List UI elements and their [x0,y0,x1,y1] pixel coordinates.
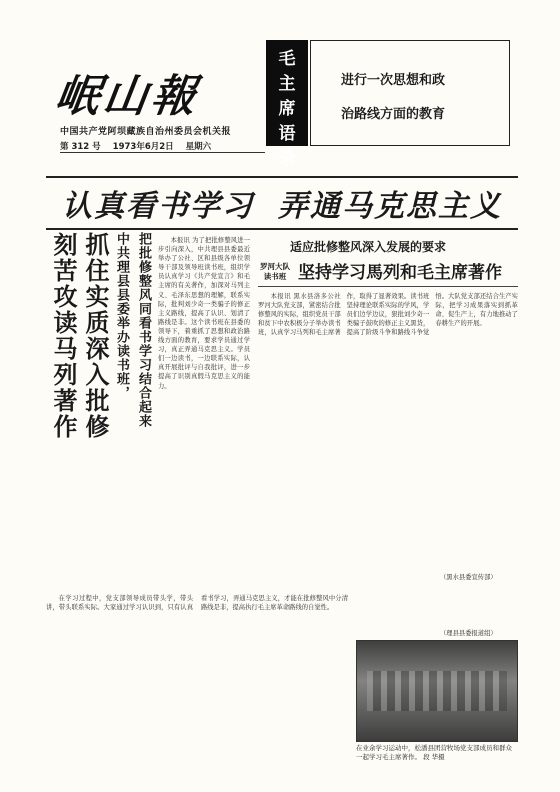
article-paragraph: 在学习过程中，党支部领导成员带头学，带头讲，带头联系实际。大家通过学习认识到，只有认真看书学习，弄通马克思主义，才能在批修整风中分清路线是非，提高执行毛主席革命路线的自觉性。 [46,595,348,612]
right-article-source: 罗河大队读书班 [260,262,290,281]
main-headline [46,176,518,230]
headline-part: 认真看书学习 [62,189,254,224]
quote-box [310,40,510,146]
bottom-article-body [46,594,348,774]
masthead-title: 岷山報 [51,71,203,122]
article-paragraph: 本报讯 为了把批修整风进一步引向深入，中共理县县委最近举办了公社、区和县级各单位领导干部及领导班读书班，组织学员认真学习《共产党宣言》和毛主席的有关著作，加深对马列主义、毛泽东思想的理解，联系实际，批判刘少奇一类骗子的修正主义路线，提高了认识、划清了路线是非。这个读书班在县委的领导下，着重抓了思想和政治路线方面的教育，要求学员通过学习，真正弄通马克思主义。学员们一边读书，一边联系实际，认真开展批评与自我批评，进一步提高了识别真假马克思主义的能力。 [158,237,250,390]
quote-label-char: 毛 [278,49,296,69]
quote-label-char: 主 [278,74,296,94]
issue-weekday: 星期六 [185,142,212,152]
right-article-title: 坚持学习馬列和毛主席著作 [298,263,502,283]
left-article-title: 抓住实质深入批修 [81,232,109,440]
right-article-byline: （黑水县委宣传部） [440,574,497,581]
left-article-title: 刻苦攻读马列著作 [49,232,77,440]
headline-part: 弄通马克思主义 [278,189,502,224]
left-article-body [158,236,250,584]
quote-label [266,40,308,169]
masthead-rule [60,152,265,153]
quote-line: 进行一次思想和政 [341,73,446,88]
issue-line [60,140,260,152]
article-paragraph: 本报讯 黑水县洛多公社罗河大队党支部，紧密结合批修整风的实际，组织党员干部和贫下中农积极分子举办读书班，认真学习马列和毛主席著作，取得了显著效果。读书班坚持理论联系实际的学风，学员们边学边议，狠批刘少奇一类骗子鼓吹的修正主义黑货，提高了阶级斗争和路线斗争觉悟。大队党支部还结合生产实际，把学习成果落实到抓革命、促生产上，有力地推动了春耕生产的开展。 [258,293,518,337]
section-rule [258,286,518,287]
photo-caption [356,744,518,762]
masthead-subtitle: 中国共产党阿坝藏族自治州委员会机关报 [60,127,232,137]
right-article-kicker: 适应批修整风深入发展的要求 [290,240,447,254]
photo-credit: 段 华摄 [423,753,445,761]
issue-number: 第 312 号 [60,142,101,152]
quote-line: 治路线方面的教育 [341,107,446,122]
left-article-subtitle: 把批修整风同看书学习结合起来 [136,232,151,428]
quote-label-char: 语 [278,124,296,144]
quote-label-char: 录 [278,149,296,169]
right-article-body [258,292,518,582]
issue-date: 1973年6月2日 [112,142,174,152]
left-article-subtitle: 中共理县县委举办读书班， [114,232,129,400]
photo-caption-text: 在业余学习运动中，松潘县团营牧场党支部成员和群众一起学习毛主席著作。 [356,744,512,761]
quote-label-char: 席 [278,99,296,119]
bottom-article-byline: （理县县委报道组） [440,630,497,637]
news-photo [356,640,518,742]
